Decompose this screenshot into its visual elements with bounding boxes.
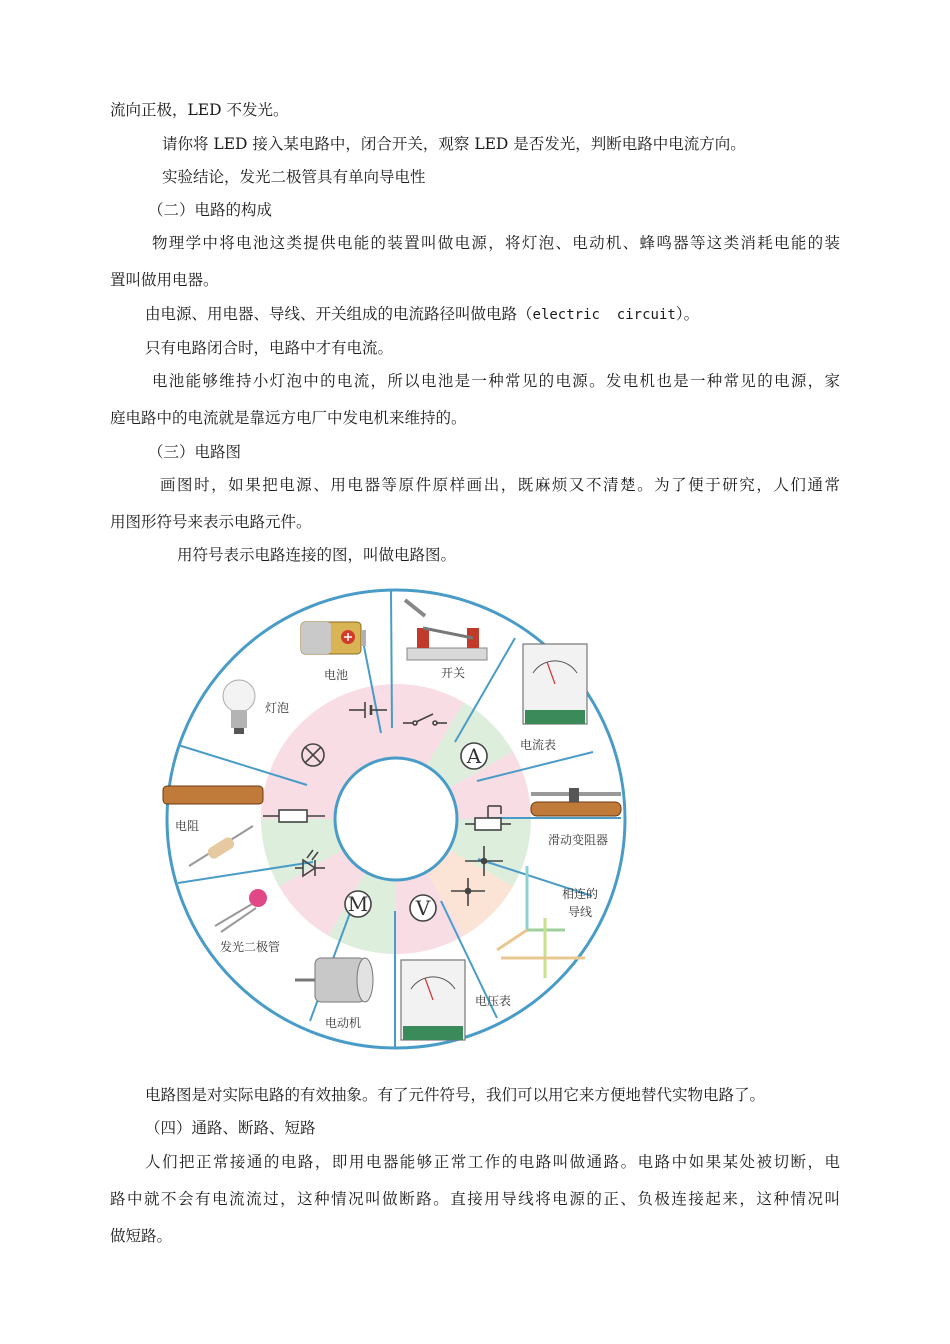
paragraph-circuit-states-line3: 做短路。 [110, 1227, 173, 1245]
paragraph-circuit-diagram-definition: 用符号表示电路连接的图，叫做电路图。 [177, 546, 457, 564]
paragraph-led-experiment: 请你将 LED 接入某电路中，闭合开关，观察 LED 是否发光，判断电路中电流方向。 [162, 135, 746, 153]
paragraph-led-no-light: 流向正极，LED 不发光。 [110, 101, 289, 119]
paragraph-circuit-definition [145, 304, 699, 325]
label-battery: 电池 [323, 668, 349, 682]
paragraph-diagram-abstraction: 电路图是对实际电路的有效抽象。有了元件符号，我们可以用它来方便地替代实物电路了。 [145, 1086, 766, 1104]
paragraph-battery-line1: 电池能够维持小灯泡中的电流，所以电池是一种常见的电源。发电机也是一种常见的电源，家 [152, 372, 840, 390]
battery-illustration [301, 622, 366, 654]
label-voltmeter: 电压表 [474, 994, 512, 1008]
label-switch: 开关 [440, 666, 466, 680]
paragraph-circuit-states-line1: 人们把正常接通的电路，即用电器能够正常工作的电路叫做通路。电路中如果某处被切断，电 [145, 1153, 840, 1171]
ammeter-illustration [523, 644, 587, 724]
paragraph-drawing-line1: 画图时，如果把电源、用电器等原件原样画出，既麻烦又不清楚。为了便于研究，人们通常 [160, 476, 840, 494]
label-wires-line2: 导线 [567, 905, 593, 919]
label-lamp: 灯泡 [264, 701, 290, 715]
ammeter-symbol [461, 743, 487, 769]
paragraph-experiment-conclusion: 实验结论，发光二极管具有单向导电性 [162, 168, 426, 186]
motor-symbol-letter: M [347, 892, 369, 916]
wheel-inner-hub [335, 758, 457, 880]
label-motor: 电动机 [324, 1016, 362, 1030]
label-led: 发光二极管 [219, 940, 281, 954]
section-heading-circuit-states: （四）通路、断路、短路 [145, 1119, 316, 1137]
paragraph-drawing-line2: 用图形符号来表示电路元件。 [110, 513, 312, 531]
paragraph-power-source-line2: 置叫做用电器。 [110, 271, 219, 289]
circuit-definition-text: 由电源、用电器、导线、开关组成的电流路径叫做电路（ [145, 305, 533, 323]
motor-symbol [345, 891, 371, 917]
paragraph-closed-circuit: 只有电路闭合时，电路中才有电流。 [145, 339, 394, 357]
section-heading-circuit-diagram: （三）电路图 [148, 443, 242, 461]
switch-illustration [405, 600, 487, 660]
label-rheostat: 滑动变阻器 [547, 833, 609, 847]
paragraph-power-source-line1: 物理学中将电池这类提供电能的装置叫做电源，将灯泡、电动机、蜂鸣器等这类消耗电能的装 [152, 234, 840, 252]
label-wires-line1: 相连的 [561, 887, 599, 901]
circuit-definition-end: ）。 [675, 305, 700, 323]
lamp-illustration [223, 680, 255, 734]
voltmeter-symbol [410, 895, 436, 921]
led-illustration [215, 889, 267, 932]
paragraph-circuit-states-line2: 路中就不会有电流流过，这种情况叫做断路。直接用导线将电源的正、负极连接起来，这种情况叫 [110, 1190, 840, 1208]
voltmeter-illustration [401, 960, 465, 1040]
section-heading-circuit-composition: （二）电路的构成 [148, 201, 273, 219]
voltmeter-symbol-letter: V [415, 896, 431, 920]
motor-illustration [295, 958, 373, 1002]
label-resistor: 电阻 [174, 819, 200, 833]
rheostat-illustration [531, 788, 621, 816]
paragraph-battery-line2: 庭电路中的电流就是靠远方电厂中发电机来维持的。 [110, 409, 467, 427]
circuit-symbols-wheel-figure [155, 578, 637, 1060]
label-ammeter: 电流表 [519, 738, 557, 752]
circuit-english-term: electric circuit [532, 307, 676, 323]
ammeter-symbol-letter: A [466, 744, 482, 768]
